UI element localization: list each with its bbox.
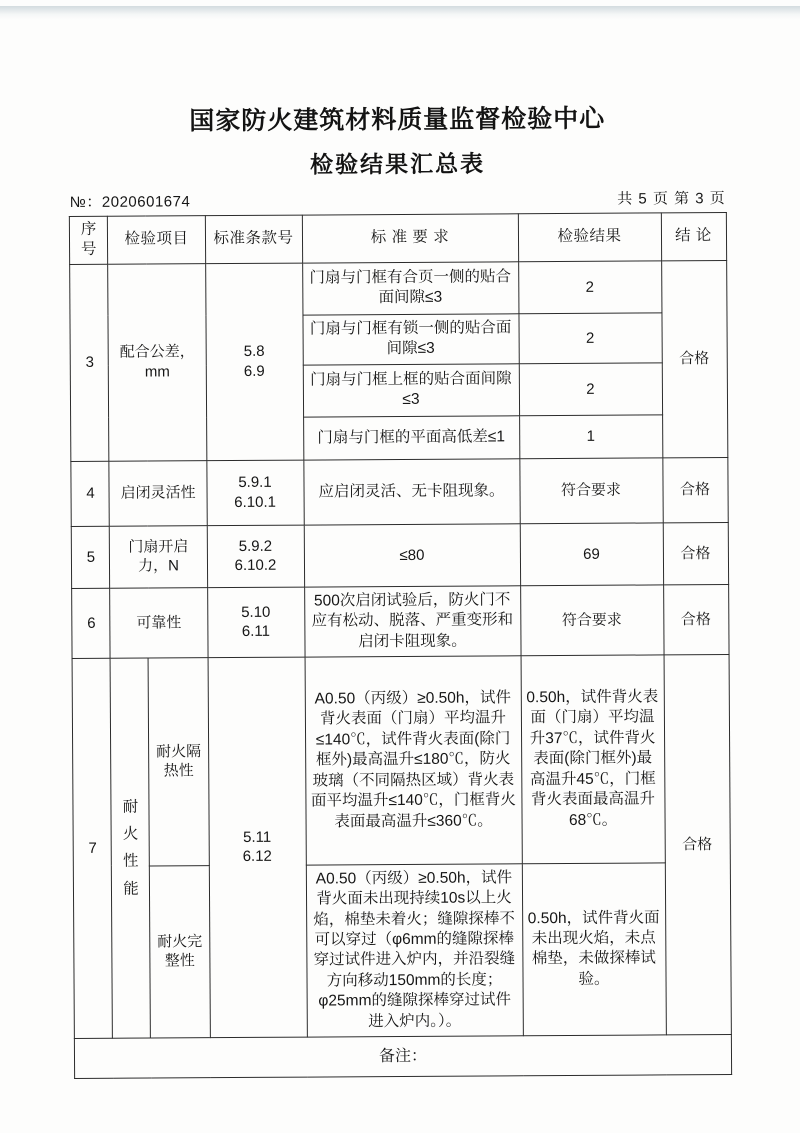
- row-number-cell: 5: [72, 526, 110, 588]
- item-cell: 可靠性: [110, 588, 207, 659]
- result-cell: 69: [520, 523, 663, 586]
- requirement-cell: 门扇与门框有合页一侧的贴合面间隙≤3: [302, 262, 518, 315]
- item-cell: 启闭灵活性: [109, 461, 206, 527]
- report-number: [70, 190, 191, 212]
- clause-cell: 5.9.1 6.10.1: [206, 460, 303, 526]
- item-cell: 配合公差， mm: [108, 264, 206, 462]
- clause-cell: 5.10 6.11: [207, 587, 304, 658]
- row-number-cell: 7: [73, 658, 113, 1038]
- result-cell: 符合要求: [520, 585, 663, 656]
- header-requirement: 标 准 要 求: [302, 214, 518, 263]
- meta-row: [70, 187, 726, 212]
- table-row-7: [73, 654, 730, 866]
- remark-label: 备注：: [75, 1034, 731, 1078]
- report-number-label: №：: [69, 193, 102, 212]
- requirement-cell: ≤80: [304, 524, 520, 587]
- requirement-cell: A0.50（丙级）≥0.50h，试件背火表面（门扇）平均温升≤140℃，试件背火表面(除门框外)最高温升≤180℃，防火玻璃（不同隔热区域）背火表面平均温升≤140℃，门框背火表面最高温升≤360℃。: [305, 656, 522, 865]
- clause-cell: 5.11 6.12: [208, 657, 307, 1038]
- header-seq: 序号: [70, 216, 108, 264]
- result-cell: 2: [518, 261, 661, 314]
- conclusion-cell: 合格: [663, 522, 728, 584]
- title-block: [0, 0, 798, 181]
- item-cell-vertical: [111, 658, 151, 1038]
- subitem-cell: 耐火隔热性: [149, 658, 209, 866]
- conclusion-cell: 合格: [664, 654, 731, 1034]
- table-row-4: [71, 457, 727, 526]
- clause-cell: 5.9.2 6.10.2: [207, 525, 304, 588]
- header-clause: 标准条款号: [205, 215, 302, 263]
- row-number-cell: 3: [70, 264, 109, 461]
- table-row-7-sub: [74, 862, 731, 1038]
- subitem-cell: 耐火完整性: [150, 866, 210, 1038]
- page-info: 共 5 页 第 3 页: [617, 190, 726, 208]
- requirement-cell: 500次启闭试验后，防火门不应有松动、脱落、严重变形和启闭卡阻现象。: [304, 586, 520, 657]
- header-conclusion: 结 论: [661, 213, 726, 261]
- conclusion-cell: 合格: [663, 584, 728, 654]
- result-cell: 符合要求: [519, 458, 662, 524]
- clause-cell: 5.8 6.9: [205, 263, 303, 461]
- row-number-cell: 4: [71, 461, 109, 526]
- header-result: 检验结果: [518, 213, 661, 262]
- header-row: [70, 213, 726, 265]
- table-row-5: [72, 522, 728, 588]
- conclusion-cell: 合格: [662, 457, 727, 522]
- table-row-6: [72, 584, 728, 658]
- item-cell: 门扇开启 力，N: [110, 526, 207, 589]
- requirement-cell: 门扇与门框的平面高低差≤1: [303, 416, 519, 460]
- result-cell: 1: [519, 415, 662, 459]
- result-cell: 2: [518, 313, 661, 364]
- result-cell: 0.50h，试件背火面未出现火焰，未点棉垫，未做探棒试验。: [522, 863, 666, 1036]
- result-cell: 2: [519, 363, 662, 416]
- header-item: 检验项目: [108, 216, 205, 264]
- requirement-cell: 门扇与门框上框的贴合面间隙≤3: [303, 364, 519, 417]
- row-number-cell: 6: [72, 588, 110, 658]
- org-title: 国家防火建筑材料质量监督检验中心: [189, 104, 606, 136]
- remark-row: [75, 1034, 731, 1078]
- requirement-cell: 门扇与门框有锁一侧的贴合面间隙≤3: [302, 314, 518, 365]
- conclusion-cell: 合格: [661, 260, 727, 457]
- results-table: [69, 212, 731, 1079]
- doc-title: 检验结果汇总表: [309, 150, 486, 178]
- requirement-cell: A0.50（丙级）≥0.50h，试件背火面未出现持续10s以上火焰，棉垫未着火；缝隙探棒不可以穿过（φ6mm的缝隙探棒穿过试件进入炉内，并沿裂缝方向移动150mm的长度； φ25mm的缝隙探棒穿过试件进入炉内。）。: [306, 864, 523, 1037]
- requirement-cell: 应启闭灵活、无卡阻现象。: [303, 459, 519, 525]
- table-row-3: [70, 260, 726, 316]
- result-cell: 0.50h，试件背火表面（门扇）平均温升37℃，试件背火表面(除门框外)最高温升45℃，门框背火表面最高温升68℃。: [521, 655, 665, 864]
- report-number-value: 2020601674: [101, 193, 191, 211]
- item-vertical-text: 耐火性能: [122, 798, 139, 898]
